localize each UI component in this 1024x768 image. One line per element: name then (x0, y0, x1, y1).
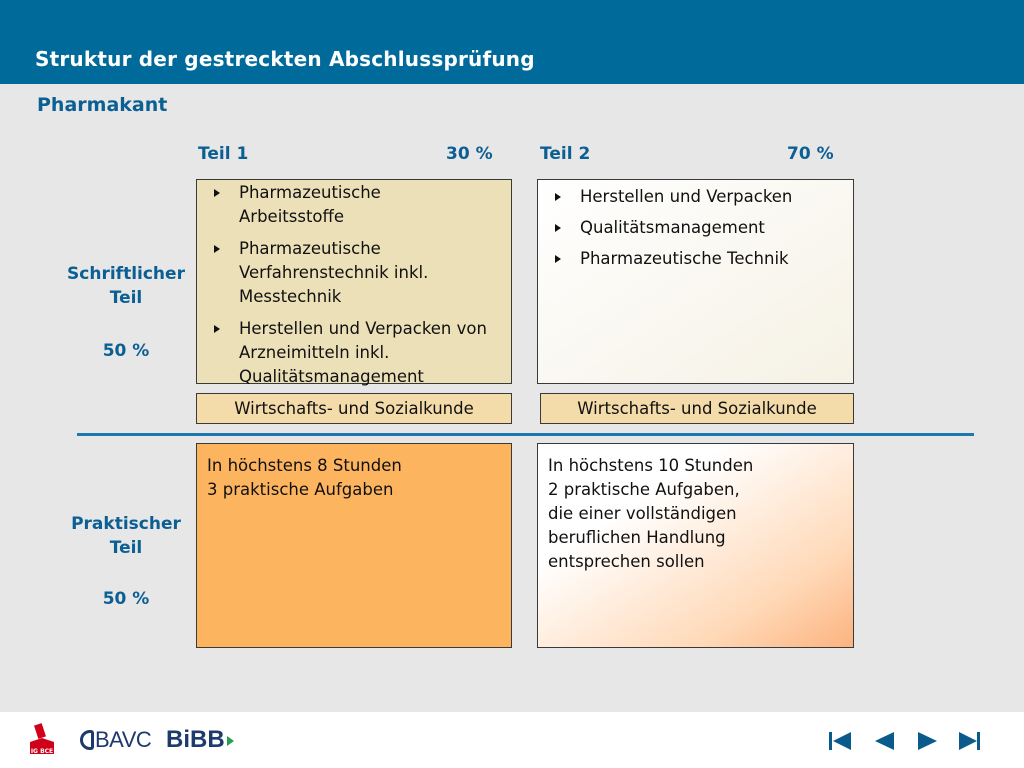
row-label-written-line1: Schriftlicher (67, 264, 185, 284)
practical-teil1-box (196, 443, 512, 648)
next-slide-button[interactable] (915, 731, 939, 751)
igbce-logo (27, 722, 57, 762)
bullet-arrow-icon (214, 245, 220, 253)
wsk-teil1-box: Wirtschafts- und Sozialkunde (196, 393, 512, 424)
row-label-practical-line2: Teil (109, 538, 143, 558)
previous-slide-button[interactable] (873, 731, 897, 751)
row-label-practical-line1: Praktischer (71, 514, 181, 534)
list-item: Herstellen und Verpacken von Arzneimitteln inkl. Qualitätsmanagement (197, 317, 511, 389)
column-teil1-percent: 30 % (446, 144, 493, 164)
list-item: Pharmazeutische Technik (538, 247, 853, 271)
row-label-written-line2: Teil (109, 288, 143, 308)
list-item: Pharmazeutische Verfahrenstechnik inkl. Messtechnik (197, 237, 511, 309)
last-icon (958, 731, 982, 751)
written-teil2-box (537, 179, 854, 384)
previous-icon (873, 731, 897, 751)
bullet-arrow-icon (555, 255, 561, 263)
bullet-arrow-icon (555, 193, 561, 201)
svg-text:IG BCE: IG BCE (30, 748, 54, 755)
wsk-teil2-box: Wirtschafts- und Sozialkunde (540, 393, 854, 424)
list-item: Pharmazeutische Arbeitsstoffe (197, 181, 511, 229)
column-teil2-percent: 70 % (787, 144, 834, 164)
practical-teil2-box (537, 443, 854, 648)
row-label-written (52, 262, 200, 310)
written-teil1-box (196, 179, 512, 384)
row-label-practical (52, 512, 200, 560)
first-icon (828, 731, 852, 751)
row-percent-written: 50 % (102, 341, 150, 361)
footer-bar (0, 712, 1024, 768)
section-divider (77, 433, 974, 436)
bavc-logo: BAVC (80, 727, 151, 753)
column-teil2-label: Teil 2 (540, 144, 591, 164)
list-item: Qualitätsmanagement (538, 216, 853, 240)
next-icon (915, 731, 939, 751)
column-teil1-label: Teil 1 (198, 144, 249, 164)
first-slide-button[interactable] (828, 731, 852, 751)
list-item: Herstellen und Verpacken (538, 185, 853, 209)
row-percent-practical: 50 % (102, 589, 150, 609)
bibb-arrow-icon (227, 736, 234, 746)
bullet-arrow-icon (214, 189, 220, 197)
bullet-arrow-icon (214, 325, 220, 333)
page-title: Struktur der gestreckten Abschlussprüfung (35, 47, 535, 71)
last-slide-button[interactable] (958, 731, 982, 751)
page-subtitle: Pharmakant (37, 94, 168, 116)
practical-teil1-text: In höchstens 8 Stunden 3 praktische Aufgaben (207, 456, 402, 499)
bullet-arrow-icon (555, 224, 561, 232)
header-bar (0, 0, 1024, 84)
bavc-mark-icon (80, 730, 94, 750)
practical-teil2-text: In höchstens 10 Stunden 2 praktische Aufgaben, die einer vollständigen beruflichen Handlung entsprechen sollen (548, 456, 754, 571)
bibb-logo: BiBB (166, 726, 234, 754)
